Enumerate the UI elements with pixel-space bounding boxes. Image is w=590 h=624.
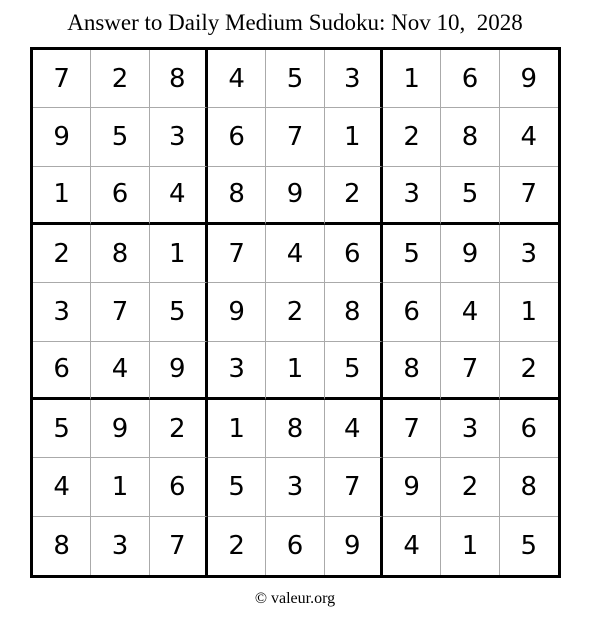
sudoku-cell-r2-c7: 2 xyxy=(383,108,441,166)
sudoku-cell-r7-c1: 5 xyxy=(33,400,91,458)
sudoku-cell-r1-c9: 9 xyxy=(500,50,558,108)
sudoku-cell-r4-c7: 5 xyxy=(383,225,441,283)
sudoku-cell-r8-c6: 7 xyxy=(325,458,383,516)
sudoku-cell-r9-c8: 1 xyxy=(441,517,499,575)
sudoku-cell-r9-c4: 2 xyxy=(208,517,266,575)
sudoku-board xyxy=(30,47,561,578)
sudoku-cell-r1-c1: 7 xyxy=(33,50,91,108)
sudoku-cell-r5-c5: 2 xyxy=(266,283,324,341)
sudoku-cell-r2-c4: 6 xyxy=(208,108,266,166)
sudoku-cell-r4-c1: 2 xyxy=(33,225,91,283)
sudoku-cell-r5-c3: 5 xyxy=(150,283,208,341)
sudoku-cell-r7-c2: 9 xyxy=(91,400,149,458)
sudoku-cell-r8-c3: 6 xyxy=(150,458,208,516)
sudoku-cell-r2-c2: 5 xyxy=(91,108,149,166)
sudoku-cell-r9-c9: 5 xyxy=(520,530,538,561)
copyright-footer: © valeur.org xyxy=(254,590,336,607)
sudoku-cell-r6-c8: 7 xyxy=(441,342,499,400)
sudoku-cell-r1-c4: 4 xyxy=(208,50,266,108)
sudoku-cell-r3-c1: 1 xyxy=(33,167,91,225)
sudoku-cell-r8-c1: 4 xyxy=(33,458,91,516)
sudoku-cell-r6-c1: 6 xyxy=(33,342,91,400)
sudoku-cell-r5-c6: 8 xyxy=(325,283,383,341)
sudoku-cell-r6-c7: 8 xyxy=(383,342,441,400)
sudoku-cell-r9-c1: 8 xyxy=(33,517,91,575)
sudoku-cell-r8-c8: 2 xyxy=(441,458,499,516)
sudoku-cell-r3-c4: 8 xyxy=(208,167,266,225)
sudoku-cell-r4-c6: 6 xyxy=(325,225,383,283)
sudoku-cell-r7-c6: 4 xyxy=(325,400,383,458)
sudoku-cell-r8-c5: 3 xyxy=(266,458,324,516)
sudoku-cell-r2-c5: 7 xyxy=(266,108,324,166)
sudoku-cell-r3-c2: 6 xyxy=(91,167,149,225)
sudoku-cell-r1-c5: 5 xyxy=(266,50,324,108)
sudoku-cell-r9-c7: 4 xyxy=(383,517,441,575)
sudoku-cell-r3-c7: 3 xyxy=(383,167,441,225)
sudoku-cell-r6-c4: 3 xyxy=(208,342,266,400)
sudoku-cell-r9-c6: 9 xyxy=(325,517,383,575)
sudoku-cell-r1-c7: 1 xyxy=(383,50,441,108)
sudoku-cell-r5-c7: 6 xyxy=(383,283,441,341)
sudoku-cell-r7-c8: 3 xyxy=(441,400,499,458)
sudoku-cell-r4-c3: 1 xyxy=(150,225,208,283)
sudoku-cell-r8-c9: 8 xyxy=(500,458,558,516)
sudoku-cell-r7-c9: 6 xyxy=(500,400,558,458)
sudoku-cell-r3-c3: 4 xyxy=(150,167,208,225)
sudoku-cell-r5-c2: 7 xyxy=(91,283,149,341)
sudoku-cell-r4-c2: 8 xyxy=(91,225,149,283)
sudoku-cell-r1-c8: 6 xyxy=(441,50,499,108)
sudoku-cell-r5-c9: 1 xyxy=(500,283,558,341)
sudoku-cell-r2-c6: 1 xyxy=(325,108,383,166)
sudoku-cell-r6-c6: 5 xyxy=(325,342,383,400)
sudoku-cell-r4-c5: 4 xyxy=(266,225,324,283)
sudoku-cell-r6-c2: 4 xyxy=(91,342,149,400)
sudoku-cell-r8-c4: 5 xyxy=(208,458,266,516)
sudoku-cell-r6-c5: 1 xyxy=(266,342,324,400)
sudoku-cell-r9-c2: 3 xyxy=(91,517,149,575)
sudoku-cell-r7-c5: 8 xyxy=(266,400,324,458)
sudoku-cell-r1-c3: 8 xyxy=(150,50,208,108)
sudoku-cell-r1-c6: 3 xyxy=(325,50,383,108)
sudoku-cell-r5-c8: 4 xyxy=(441,283,499,341)
sudoku-cell-r5-c1: 3 xyxy=(33,283,91,341)
sudoku-cell-r2-c3: 3 xyxy=(150,108,208,166)
page-title: Answer to Daily Medium Sudoku: Nov 10, 2028 xyxy=(67,10,523,35)
sudoku-cell-r7-c4: 1 xyxy=(208,400,266,458)
sudoku-cell-r3-c6: 2 xyxy=(325,167,383,225)
sudoku-cell-r3-c5: 9 xyxy=(266,167,324,225)
sudoku-cell-r3-c8: 5 xyxy=(441,167,499,225)
sudoku-cell-r6-c9: 2 xyxy=(500,342,558,400)
sudoku-cell-r4-c4: 7 xyxy=(208,225,266,283)
sudoku-cell-r2-c9: 4 xyxy=(500,108,558,166)
sudoku-cell-r3-c9: 7 xyxy=(500,167,558,225)
sudoku-cell-r8-c7: 9 xyxy=(383,458,441,516)
sudoku-cell-r9-c3: 7 xyxy=(150,517,208,575)
sudoku-cell-r9-c5: 6 xyxy=(266,517,324,575)
sudoku-cell-r7-c7: 7 xyxy=(383,400,441,458)
sudoku-cell-r5-c4: 9 xyxy=(208,283,266,341)
sudoku-cell-r4-c9: 3 xyxy=(500,225,558,283)
sudoku-cell-r2-c1: 9 xyxy=(33,108,91,166)
sudoku-cell-r2-c8: 8 xyxy=(441,108,499,166)
sudoku-cell-r7-c3: 2 xyxy=(150,400,208,458)
sudoku-cell-r1-c2: 2 xyxy=(91,50,149,108)
sudoku-cell-r8-c2: 1 xyxy=(91,458,149,516)
sudoku-cell-r4-c8: 9 xyxy=(441,225,499,283)
sudoku-cell-r6-c3: 9 xyxy=(150,342,208,400)
